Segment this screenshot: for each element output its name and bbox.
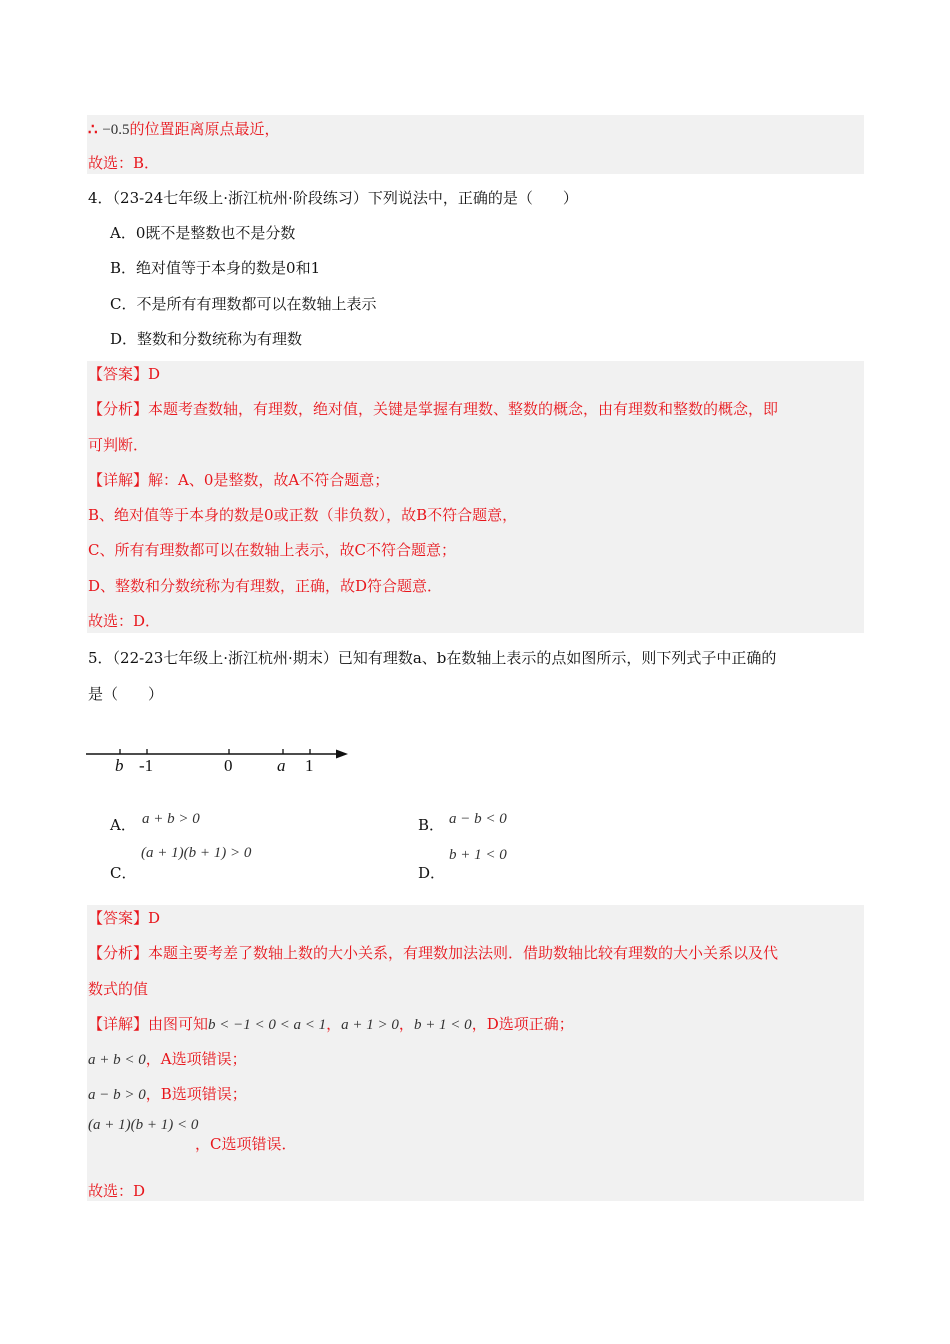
q5-option-c-math: (a + 1)(b + 1) > 0 — [141, 845, 252, 861]
tick-label-minus-1: -1 — [139, 756, 154, 775]
q5-analysis-line1: 【分析】本题主要考差了数轴上数的大小关系，有理数加法法则．借助数轴比较有理数的大小关系以及代 — [88, 944, 779, 962]
math-expr: −0.5 — [102, 122, 130, 138]
q5-stem-line1: 5．（22-23七年级上·浙江杭州·期末）已知有理数a、b在数轴上表示的点如图所示，则下列式子中正确的 — [88, 649, 777, 667]
q5-option-d-label: D． — [418, 864, 446, 882]
q4-option-a: A．0既不是整数也不是分数 — [110, 224, 296, 242]
q4-answer: 【答案】D — [88, 365, 161, 383]
tick-label-1: 1 — [305, 756, 314, 775]
q5-stem-line2: 是（ ） — [88, 685, 164, 703]
q5-option-b-math: a − b < 0 — [449, 811, 507, 827]
q5-option-a-label: A． — [110, 816, 136, 834]
tick-label-b: b — [115, 756, 124, 775]
q5-option-b-label: B． — [418, 816, 445, 834]
q4-option-c: C．不是所有有理数都可以在数轴上表示 — [110, 295, 377, 313]
q4-detail-line4: D、整数和分数统称为有理数，正确，故D符合题意． — [88, 577, 443, 595]
q5-detail-line1: 【详解】由图可知b < −1 < 0 < a < 1，a + 1 > 0，b + 1 < 0，D选项正确； — [88, 1015, 574, 1033]
q4-analysis-line1: 【分析】本题考查数轴，有理数，绝对值，关键是掌握有理数、整数的概念，由有理数和整数的概念，即 — [88, 400, 779, 418]
q5-option-a-math: a + b > 0 — [142, 811, 200, 827]
number-line-figure — [86, 740, 356, 780]
q4-analysis-line2: 可判断． — [88, 436, 149, 454]
tick-label-a: a — [277, 756, 286, 775]
math-a-plus-1: a + 1 > 0 — [341, 1017, 399, 1033]
q5-detail-line4-math: (a + 1)(b + 1) < 0 — [88, 1117, 199, 1133]
therefore-symbol: ∴ — [88, 120, 98, 138]
prev-solution-choice: 故选：B． — [88, 154, 160, 172]
number-line-svg — [86, 740, 356, 780]
math-b-plus-1: b + 1 < 0 — [413, 1017, 472, 1033]
q5-option-d-math: b + 1 < 0 — [449, 847, 507, 863]
q4-option-d: D．整数和分数统称为有理数 — [110, 330, 303, 348]
q4-detail-line1: 【详解】解：A、0是整数，故A不符合题意； — [88, 471, 390, 489]
q4-stem: 4．（23-24七年级上·浙江杭州·阶段练习）下列说法中，正确的是（ ） — [88, 189, 578, 207]
q4-detail-line3: C、所有有理数都可以在数轴上表示，故C不符合题意； — [88, 541, 456, 559]
q5-detail-line4-text: ，C选项错误． — [195, 1135, 297, 1153]
q4-detail-line2: B、绝对值等于本身的数是0或正数（非负数），故B不符合题意， — [88, 506, 518, 524]
q4-option-b: B．绝对值等于本身的数是0和1 — [110, 259, 321, 277]
q4-detail-choice: 故选：D． — [88, 612, 161, 630]
q5-detail-line3: a − b > 0，B选项错误； — [88, 1085, 247, 1103]
q5-option-c-label: C． — [110, 864, 137, 882]
q5-answer: 【答案】D — [88, 909, 161, 927]
q5-detail-choice: 故选：D — [88, 1182, 146, 1200]
prev-solution-line1: ∴ −0.5的位置距离原点最近， — [88, 120, 280, 138]
math-inequality-chain: b < −1 < 0 < a < 1 — [208, 1017, 327, 1033]
tick-label-0: 0 — [224, 756, 233, 775]
q5-detail-line2: a + b < 0，A选项错误； — [88, 1050, 247, 1068]
q5-analysis-line2: 数式的值 — [88, 980, 149, 998]
arrow-head-icon — [336, 750, 348, 759]
